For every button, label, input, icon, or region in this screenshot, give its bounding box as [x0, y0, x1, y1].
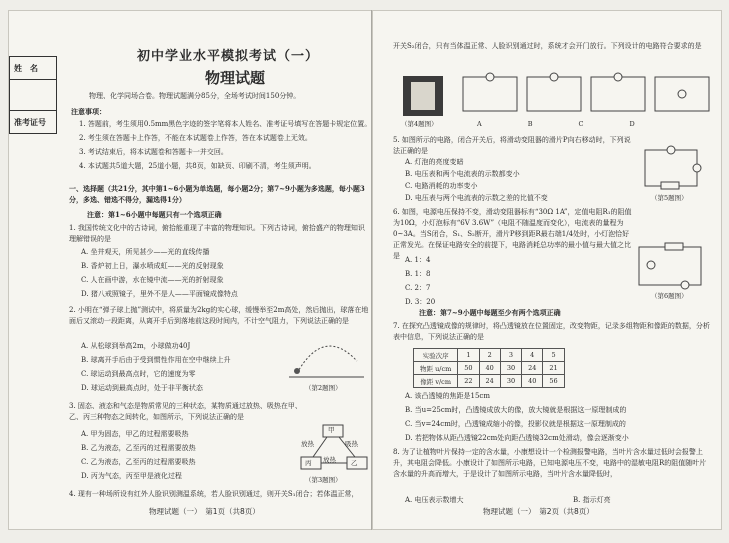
option[interactable]: C. 电路消耗的功率变小 [405, 182, 478, 190]
exam-title: 初中学业水平模拟考试（一） [137, 49, 320, 64]
table-cell: 1 [458, 349, 479, 362]
lens-data-table [413, 348, 565, 388]
figure-6-caption: （第6题图） [651, 292, 688, 300]
option[interactable]: D. 3：20 [405, 298, 436, 306]
table-cell: 5 [543, 349, 564, 362]
option[interactable]: C. 当v=24cm时，凸透镜成缩小的像，投影仪就是根据这一原理制成的 [405, 420, 626, 428]
question-2: 2. 小明在“弹子球上抛”测试中，将质量为2kg的实心球，缓慢举至2m高处，然后抛出，球落在地面后又滚动一段距离，从离开手后到落地前这段时间内，不计空气阻力，下列说法正确的是 [69, 306, 369, 325]
option[interactable]: A. 灯泡的亮度变暗 [405, 158, 464, 166]
exam-id-label: 准考证号 [14, 117, 46, 127]
table-cell: 40 [522, 375, 543, 388]
table-cell: 56 [543, 375, 564, 388]
exam-page-1 [8, 10, 372, 530]
option[interactable]: A. 甲为固态，甲乙的过程需要吸热 [81, 430, 189, 438]
question-6: 6. 如图，电源电压保持不变，滑动变阻器标有“30Ω 1A”，定值电阻R₁的阻值为10Ω，小灯泡标有“6V 3.6W”（电阻不随温度而变化），电流表的量程为0~3A。当S闭合，S₁、S₂断开，滑片P移到距R最右端1/4处时，小灯泡恰好正常发光。在保证电路安全的前提下，电路消耗总功率的最小值与最大值之比是 [393, 208, 632, 260]
table-cell: 30 [500, 362, 521, 375]
notice-item: 3. 考试结束后，将本试题卷和答题卡一并交回。 [79, 148, 228, 156]
heat-label: 吸热 [345, 440, 358, 448]
exam-intro: 物理、化学同场合卷。物理试题满分85分，全场考试时间150分钟。 [89, 92, 301, 100]
state-yi: 乙 [351, 459, 358, 467]
ball-trajectory-diagram [289, 331, 364, 381]
question-4-continued: 开关S₂闭合，只有当体温正常、人脸识别通过时，系统才会开门放行。下列设计的电路符合要求的是 [393, 42, 702, 50]
option[interactable]: A. 从松球到举高2m，小球做功40J [81, 342, 191, 350]
option[interactable]: A. 坐井观天，所见甚少——光的直线传播 [81, 248, 210, 256]
option[interactable]: B. 香炉初上日，瀑水喷成虹——光的反射现象 [81, 262, 224, 270]
candidate-info-box [9, 56, 57, 134]
question-5: 5. 如图所示的电路，闭合开关后，将滑动变阻器的滑片P向右移动时，下列说法正确的是 [393, 136, 631, 155]
table-cell: 22 [458, 375, 479, 388]
option[interactable]: C. 人在画中游，水在镜中流——光的折射现象 [81, 276, 224, 284]
table-cell: 40 [479, 362, 500, 375]
question-3: 3. 固态、液态和气态是物质常见的三种状态，某物质通过放热、吸热在甲、乙、丙三种物态之间转化，如图所示，下列说法正确的是 [69, 402, 302, 421]
figure-3-caption: （第3题图） [305, 476, 342, 484]
circuit-option-labels: A B C D [477, 120, 636, 128]
multi-choice-note: 注意：第7~9小题中每题至少有两个选项正确 [419, 308, 561, 317]
circuit-options-diagram [461, 73, 711, 117]
figure-4-caption: （第4题图） [401, 120, 438, 128]
option[interactable]: D. 丙为气态，丙至甲是液化过程 [81, 472, 182, 480]
name-label: 姓 名 [10, 57, 56, 80]
page-footer: 物理试题（一） 第2页（共8页） [483, 507, 594, 516]
face-recognition-photo [403, 76, 443, 116]
circuit-diagram-6 [635, 243, 705, 289]
state-jia: 甲 [328, 426, 335, 434]
figure-2-caption: （第2题图） [305, 384, 342, 392]
option[interactable]: C. 乙为液态，乙至丙的过程需要吸热 [81, 458, 196, 466]
figure-5-caption: （第5题图） [651, 194, 688, 202]
exam-page-2 [372, 10, 722, 530]
notice-heading: 注意事项： [71, 107, 106, 116]
table-cell: 4 [522, 349, 543, 362]
notice-item: 1. 答题前，考生须用0.5mm黑色字迹的签字笔将本人姓名、准考证号填写在答题卡规定位置。 [79, 120, 372, 128]
table-cell: 21 [543, 362, 564, 375]
heat-label: 放热 [301, 440, 314, 448]
table-cell: 30 [500, 375, 521, 388]
option[interactable]: B. 球离开手后由于受到惯性作用在空中继续上升 [81, 356, 231, 364]
table-cell: 2 [479, 349, 500, 362]
notice-item: 4. 本试题共5道大题，25道小题，共8页，如缺页、印刷不清，考生须声明。 [79, 162, 316, 170]
table-cell: 24 [479, 375, 500, 388]
option[interactable]: C. 球运动到最高点时，它的速度为零 [81, 370, 196, 378]
option[interactable]: B. 1：8 [405, 270, 431, 278]
notice-item: 2. 考生须在答题卡上作答，不能在本试题卷上作答，答在本试题卷上无效。 [79, 134, 312, 142]
single-choice-note: 注意：第1~6小题中每题只有一个选项正确 [87, 210, 222, 219]
question-7: 7. 在探究凸透镜成像的规律时，将凸透镜放在位置固定，改变物距，记录多组物距和像距的数据，分析表中信息，下列说法正确的是 [393, 322, 710, 341]
table-cell: 像距 v/cm [414, 375, 458, 388]
heat-label: 放热 [323, 456, 336, 464]
option[interactable]: D. 电压表与两个电流表的示数之差的比值不变 [405, 194, 548, 202]
table-cell: 3 [500, 349, 521, 362]
table-cell: 物距 u/cm [414, 362, 458, 375]
option[interactable]: B. 指示灯亮 [573, 496, 611, 504]
table-cell: 50 [458, 362, 479, 375]
page-footer: 物理试题（一） 第1页（共8页） [149, 507, 260, 516]
table-header-row [414, 349, 565, 362]
option[interactable]: C. 2：7 [405, 284, 431, 292]
table-row [414, 362, 565, 375]
option[interactable]: D. 若把物体从距凸透镜22cm处向距凸透镜32cm处滑动，像会逐渐变小 [405, 434, 629, 442]
option[interactable]: A. 电压表示数增大 [405, 496, 464, 504]
option[interactable]: D. 球运动到最高点时，处于非平衡状态 [81, 384, 203, 392]
option[interactable]: A. 该凸透镜的焦距是15cm [405, 392, 490, 400]
question-1: 1. 我国传统文化中的古诗词，俯拾能重现了丰富的物理知识。下列古诗词，俯拾盛产的物理知识理解错误的是 [69, 224, 365, 243]
table-cell: 实验次序 [414, 349, 458, 362]
question-4: 4. 现有一种场所设有红外人脸识别测温系统，若人脸识别通过，则开关S₁闭合；若体温正常， [69, 490, 359, 498]
name-field[interactable] [10, 80, 56, 111]
table-row [414, 375, 565, 388]
subject-title: 物理试题 [205, 69, 266, 87]
option[interactable]: B. 当u=25cm时，凸透镜成放大的像，放大镜就是根据这一原理制成的 [405, 406, 627, 414]
section-heading: 一、选择题（共21分，其中第1~6小题为单选题，每小题2分；第7~9小题为多选题，每小题3分，多选、错选不得分，漏选得1分） [69, 184, 365, 204]
question-8: 8. 为了让植物叶片保持一定的含水量，小康想设计一个检测报警电路，当叶片含水量过低时会报警上升，其电阻会降低。小康设计了如图所示电路，已知电源电压不变，电路中的湿敏电阻R的阻值随叶片含水量的升高而增大，于是设计了如图所示电路，当叶片含水量降低时， [393, 448, 707, 478]
option[interactable]: B. 乙为液态，乙至丙的过程需要放热 [81, 444, 196, 452]
table-cell: 24 [522, 362, 543, 375]
option[interactable]: B. 电压表和两个电流表的示数都变小 [405, 170, 520, 178]
circuit-diagram-5 [641, 146, 701, 190]
option[interactable]: D. 猪八戒照镜子，里外不是人——平面镜成像特点 [81, 290, 238, 298]
state-bing: 丙 [305, 459, 312, 467]
option[interactable]: A. 1：4 [405, 256, 431, 264]
